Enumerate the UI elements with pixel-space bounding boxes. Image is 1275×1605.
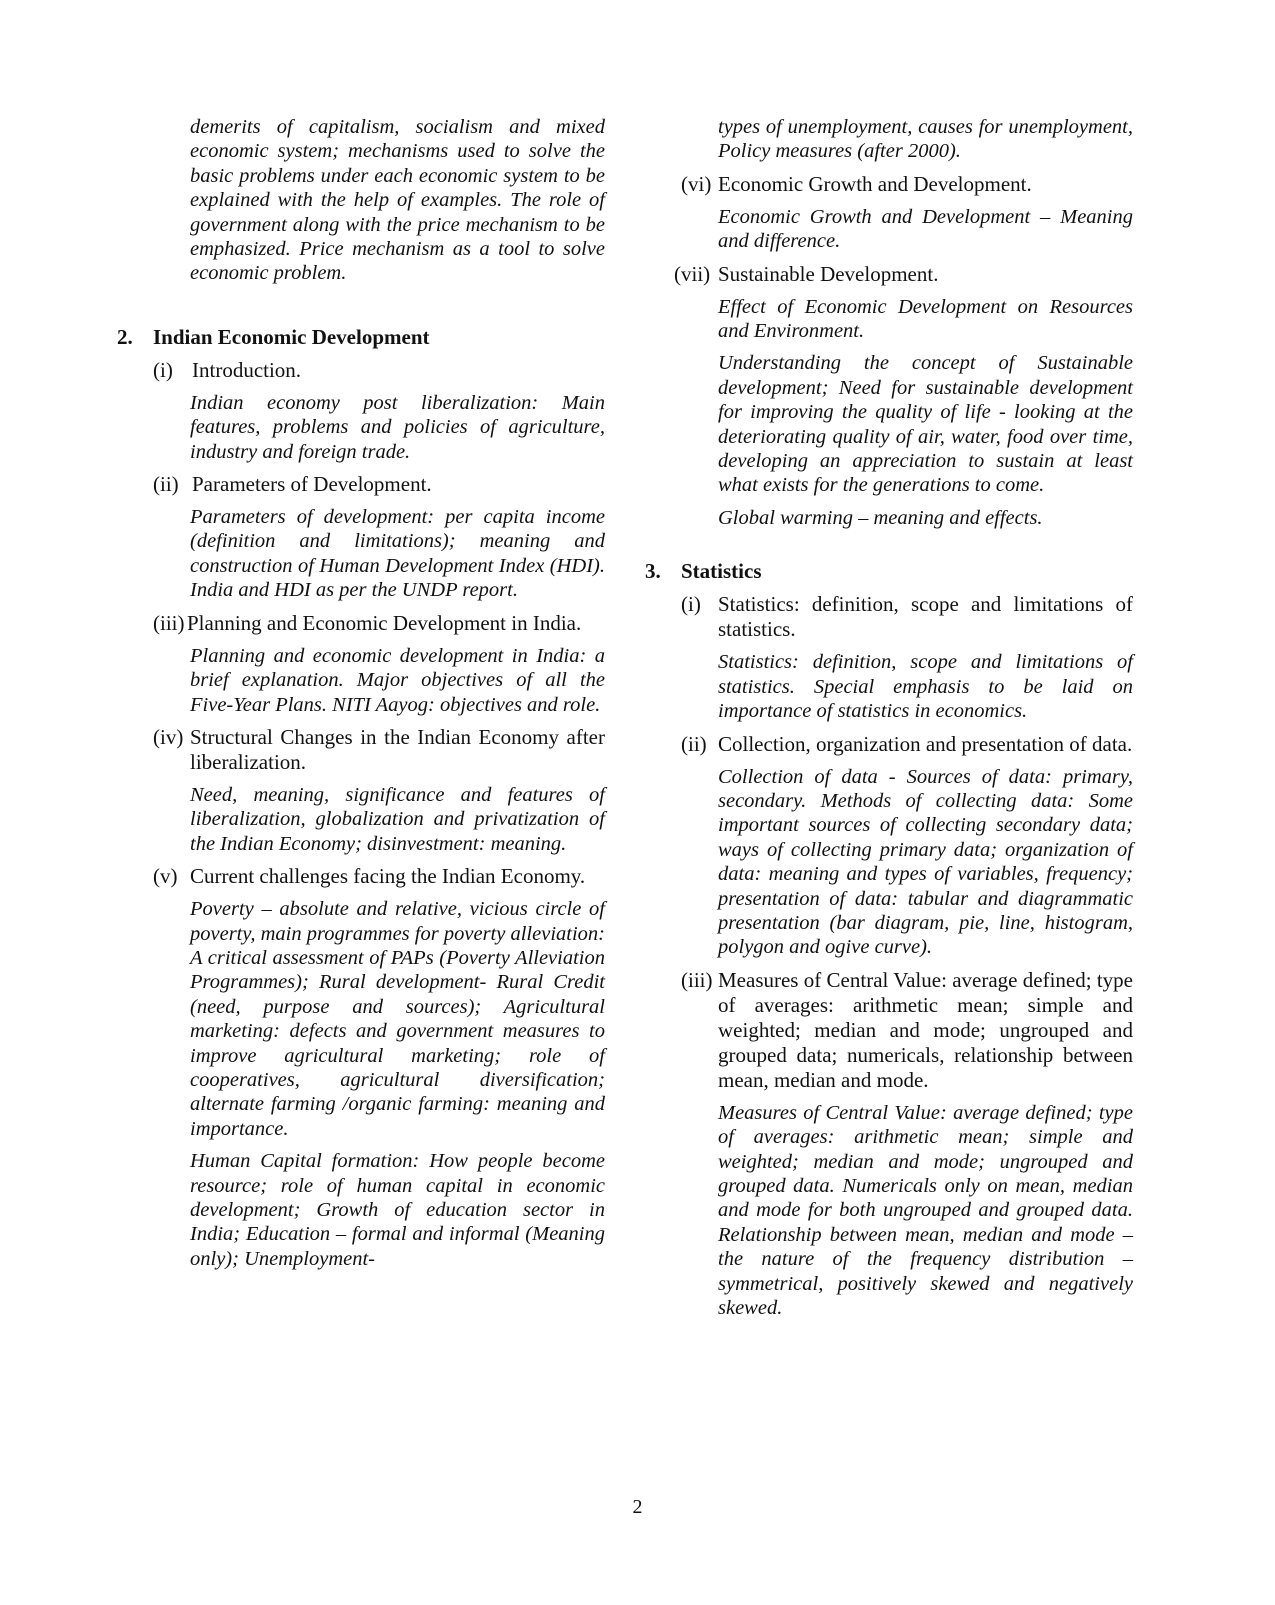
item-number: (i) (153, 357, 173, 382)
item-description: Measures of Central Value: average defined; type of averages: arithmetic mean; simple and weighted; median and mode; ungrouped and grouped data. Numericals only on mean, median and mode for both ungrouped and grouped data. Relationship between mean, median and mode – the nature of the frequency distribution – symmetrical, positively skewed and negatively skewed. (718, 1101, 1133, 1319)
item-number: (iii) (153, 610, 185, 635)
item-description: Indian economy post liberalization: Main features, problems and policies of agriculture, industry and foreign trade. (190, 391, 605, 463)
section-number: 3. (645, 559, 661, 584)
section-heading (645, 558, 1133, 584)
item-description: Need, meaning, significance and features of liberalization, globalization and privatization of the Indian Economy; disinvestment: meaning. (190, 783, 605, 855)
item-number: (iii) (681, 967, 713, 992)
item-title: Current challenges facing the Indian Economy. (190, 864, 586, 889)
item-description: Planning and economic development in India: a brief explanation. Major objectives of all the Five-Year Plans. NITI Aayog: objectives and role. (190, 644, 605, 716)
item-title: Parameters of Development. (192, 472, 432, 497)
list-item (153, 864, 605, 889)
section-heading (117, 324, 605, 350)
item-title: Planning and Economic Development in India. (187, 610, 582, 635)
item-title: Sustainable Development. (718, 261, 939, 286)
list-item (681, 592, 1133, 642)
item-title: Statistics: definition, scope and limitations of statistics. (718, 592, 1133, 642)
right-column (645, 115, 1133, 1328)
item-number: (vii) (674, 261, 711, 286)
section-title: Indian Economic Development (153, 324, 430, 349)
item-description: Understanding the concept of Sustainable development; Need for sustainable development for improving the quality of life - looking at the deteriorating quality of air, water, food over time, developing an appreciation to sustain at least what exists for the generations to come. (718, 352, 1133, 497)
list-item (681, 968, 1133, 1093)
item-description: Human Capital formation: How people become resource; role of human capital in economic development; Growth of education sector in India; Education – formal and informal (Meaning only); Unemployment- (190, 1150, 605, 1270)
list-item (681, 172, 1133, 197)
continued-paragraph: demerits of capitalism, socialism and mixed economic system; mechanisms used to solve the basic problems under each economic system to be explained with the help of examples. The role of government along with the price mechanism to be emphasized. Price mechanism as a tool to solve economic problem. (190, 116, 605, 285)
item-description: Collection of data - Sources of data: primary, secondary. Methods of collecting data: Some important sources of collecting secondary data; ways of collecting primary data; organization of data: meaning and types of variables, frequency; presentation of data: tabular and diagrammatic presentation (bar diagram, pie, line, histogram, polygon and ogive curve). (718, 765, 1133, 959)
item-description: Economic Growth and Development – Meaning and difference. (718, 205, 1133, 253)
item-number: (ii) (681, 731, 707, 756)
item-number: (iv) (153, 724, 184, 749)
list-item (153, 358, 605, 383)
item-title: Collection, organization and presentation of data. (718, 731, 1133, 756)
item-description: Global warming – meaning and effects. (718, 506, 1043, 529)
item-description: Poverty – absolute and relative, vicious circle of poverty, main programmes for poverty alleviation: A critical assessment of PAPs (Poverty Alleviation Programmes); Rural development- Rural Credit (need, purpose and sources); Agricultural marketing: defects and government measures to improve agricultural marketing; role of cooperatives, agricultural diversification; alternate farming /organic farming: meaning and importance. (190, 898, 605, 1140)
list-item (153, 472, 605, 497)
item-number: (vi) (681, 171, 712, 196)
item-number: (v) (153, 864, 178, 889)
section-number: 2. (117, 324, 133, 349)
item-number: (i) (681, 592, 701, 617)
item-number: (ii) (153, 472, 179, 497)
item-title: Economic Growth and Development. (718, 171, 1032, 196)
item-description: Statistics: definition, scope and limitations of statistics. Special emphasis to be laid on importance of statistics in economics. (718, 651, 1133, 723)
section-title: Statistics (681, 559, 762, 584)
list-item (153, 611, 605, 636)
item-title: Measures of Central Value: average defined; type of averages: arithmetic mean; simple and weighted; median and mode; ungrouped and grouped data; numericals, relationship between mean, median and mode. (718, 967, 1133, 1092)
list-item (681, 732, 1133, 757)
list-item (153, 725, 605, 775)
continued-paragraph: types of unemployment, causes for unemployment, Policy measures (after 2000). (718, 116, 1133, 163)
list-item (674, 262, 1133, 287)
item-title: Structural Changes in the Indian Economy after liberalization. (190, 724, 605, 774)
item-description: Parameters of development: per capita income (definition and limitations); meaning and construction of Human Development Index (HDI). India and HDI as per the UNDP report. (190, 506, 605, 602)
page-number: 2 (632, 1496, 643, 1518)
item-description: Effect of Economic Development on Resources and Environment. (718, 295, 1133, 343)
item-title: Introduction. (192, 357, 302, 382)
left-column (117, 115, 605, 1279)
